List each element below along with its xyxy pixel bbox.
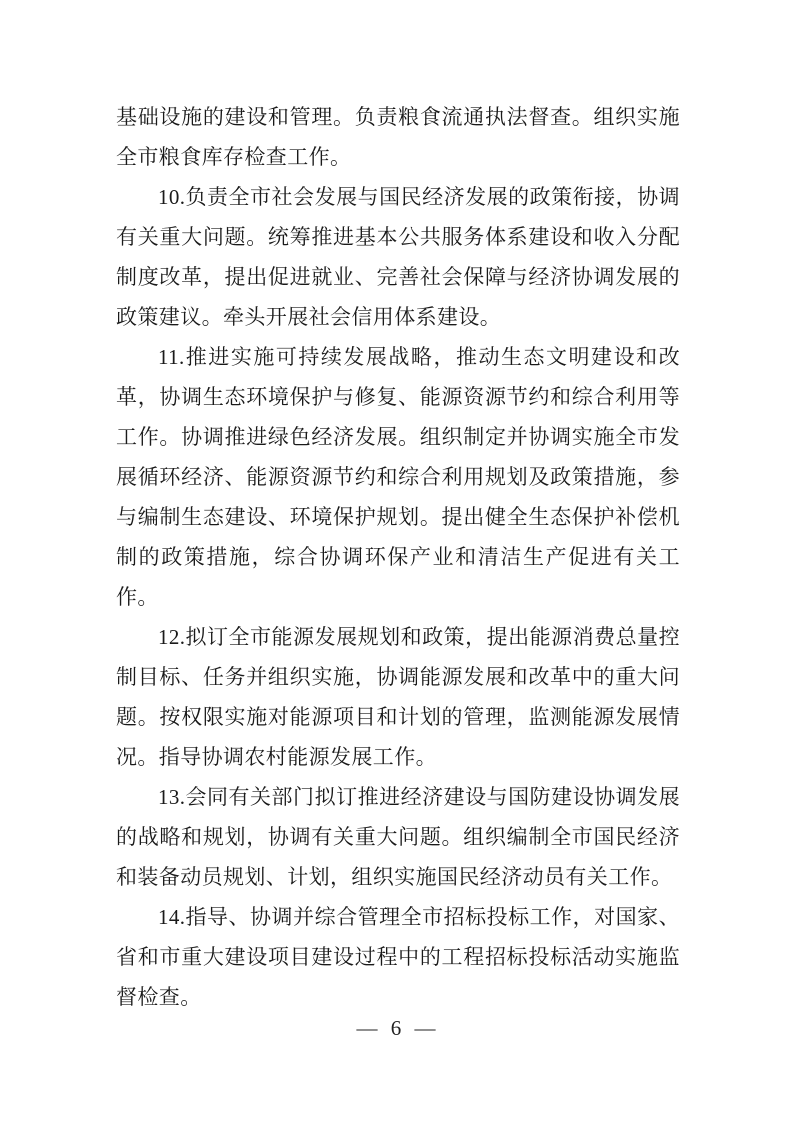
document-body: [116, 97, 680, 1017]
paragraph-continuation: 基础设施的建设和管理。负责粮食流通执法督查。组织实施全市粮食库存检查工作。: [116, 105, 680, 169]
paragraph-item-10: 10.负责全市社会发展与国民经济发展的政策衔接，协调有关重大问题。统筹推进基本公共服务体系建设和收入分配制度改革，提出促进就业、完善社会保障与经济协调发展的政策建议。牵头开展社会信用体系建设。: [116, 185, 680, 329]
page-number: — 6 —: [356, 1016, 437, 1040]
paragraph-item-13: 13.会同有关部门拟订推进经济建设与国防建设协调发展的战略和规划，协调有关重大问题。组织编制全市国民经济和装备动员规划、计划，组织实施国民经济动员有关工作。: [116, 785, 680, 889]
paragraph-item-12: 12.拟订全市能源发展规划和政策，提出能源消费总量控制目标、任务并组织实施，协调能源发展和改革中的重大问题。按权限实施对能源项目和计划的管理，监测能源发展情况。指导协调农村能源发展工作。: [116, 625, 680, 769]
paragraph-item-14: 14.指导、协调并综合管理全市招标投标工作，对国家、省和市重大建设项目建设过程中的工程招标投标活动实施监督检查。: [116, 905, 680, 1009]
paragraph-item-11: 11.推进实施可持续发展战略，推动生态文明建设和改革，协调生态环境保护与修复、能源资源节约和综合利用等工作。协调推进绿色经济发展。组织制定并协调实施全市发展循环经济、能源资源节约和综合利用规划及政策措施，参与编制生态建设、环境保护规划。提出健全生态保护补偿机制的政策措施，综合协调环保产业和清洁生产促进有关工作。: [116, 345, 680, 609]
